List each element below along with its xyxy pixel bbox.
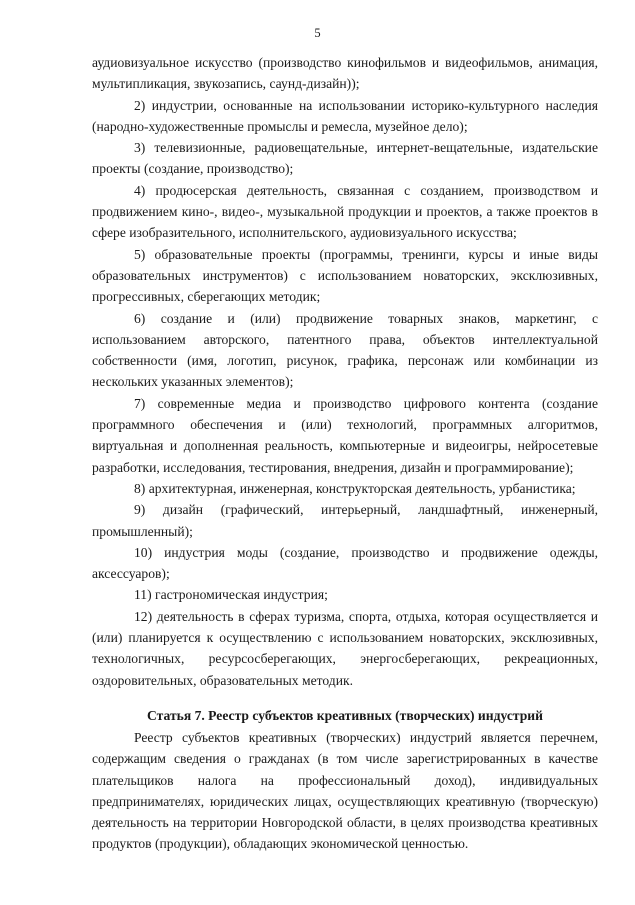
list-item-2: 2) индустрии, основанные на использовании историко-культурного наследия (народно-художественные промыслы и ремесла, музейное дело); [92, 97, 598, 134]
list-item-8: 8) архитектурная, инженерная, конструкторская деятельность, урбанистика; [134, 480, 576, 496]
list-item-11: 11) гастрономическая индустрия; [134, 587, 328, 603]
list-item-continuation: аудиовизуальное искусство (производство кинофильмов и видеофильмов, анимация, мультипликация, звукозапись, саунд-дизайн)); [92, 55, 598, 92]
document-body [92, 52, 598, 855]
list-item-5: 5) образовательные проекты (программы, тренинги, курсы и иные виды образовательных инструментов) с использованием новаторских, эксклюзивных, прогрессивных, сберегающих методик; [92, 246, 598, 305]
article-heading: Статья 7. Реестр субъектов креативных (творческих) индустрий [147, 707, 543, 723]
list-item-3: 3) телевизионные, радиовещательные, интернет-вещательные, издательские проекты (создание, производство); [92, 140, 598, 177]
list-item-7: 7) современные медиа и производство цифрового контента (создание программного обеспечения и (или) технологий, программных алгоритмов, виртуальная и дополненная реальность, компьютерные и видеоигры, нейросетевые разработки, исследования, тестирования, внедрения, дизайн и программирование); [92, 395, 598, 475]
list-item-10: 10) индустрия моды (создание, производство и продвижение одежды, аксессуаров); [92, 544, 598, 582]
page-number: 5 [314, 26, 321, 40]
list-item-12: 12) деятельность в сферах туризма, спорта, отдыха, которая осуществляется и (или) планируется к осуществлению с использованием новаторских, эксклюзивных, технологичных, ресурсосберегающих, энергосберегающих, рекреационных, оздоровительных, образовательных методик. [92, 608, 598, 688]
article-paragraph: Реестр субъектов креативных (творческих) индустрий является перечнем, содержащим сведения о гражданах (в том числе зарегистрированных в качестве плательщиков налога на профессиональный доход), индивидуальных предпринимателях, юридических лицах, осуществляющих креативную (творческую) деятельность на территории Новгородской области, в целях производства креативных продуктов (продукции), обладающих экономической ценностью. [92, 729, 598, 852]
list-item-6: 6) создание и (или) продвижение товарных знаков, маркетинг, с использованием авторского, патентного права, объектов интеллектуальной собственности (имя, логотип, рисунок, графика, персонаж или комбинации из нескольких указанных элементов); [92, 310, 598, 390]
list-item-4: 4) продюсерская деятельность, связанная с созданием, производством и продвижением кино-, видео-, музыкальной продукции и проектов, а также проектов в сфере изобразительного, исполнительского, аудиовизуального искусства; [92, 182, 598, 241]
list-item-9: 9) дизайн (графический, интерьерный, ландшафтный, инженерный, промышленный); [92, 502, 598, 539]
